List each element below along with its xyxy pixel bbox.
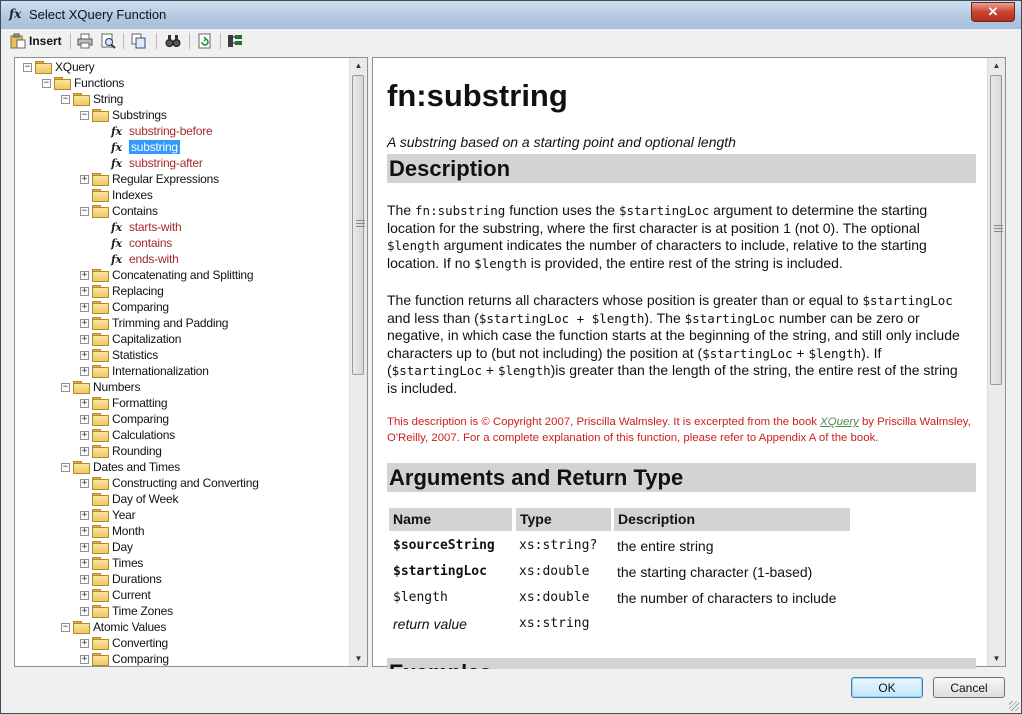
window-title: Select XQuery Function	[29, 7, 167, 22]
tree-item-label: Times	[112, 556, 144, 570]
folder-icon	[92, 413, 108, 425]
find-icon	[165, 33, 181, 49]
folder-icon	[92, 109, 108, 121]
folder-icon	[92, 333, 108, 345]
toolbar-separator	[123, 33, 124, 49]
toolbar-separator	[156, 33, 157, 49]
tree-item[interactable]	[92, 171, 219, 187]
tree-item[interactable]	[92, 443, 162, 459]
expand-icon[interactable]: +	[81, 286, 88, 296]
expand-icon[interactable]: +	[81, 414, 88, 424]
close-button[interactable]: ✕	[971, 2, 1015, 22]
folder-icon	[92, 429, 108, 441]
expand-icon[interactable]: +	[81, 318, 88, 328]
insert-label: Insert	[29, 34, 62, 48]
arg-type: xs:string	[519, 616, 590, 631]
find-button[interactable]	[165, 32, 181, 50]
tree-item[interactable]	[73, 379, 140, 395]
function-subtitle: A substring based on a starting point and optional length	[387, 134, 736, 150]
folder-icon	[92, 589, 108, 601]
folder-icon	[92, 301, 108, 313]
tree-item-label: Regular Expressions	[112, 172, 219, 186]
expand-icon[interactable]: +	[81, 430, 88, 440]
tree-item[interactable]	[92, 203, 158, 219]
tree-item-label: ends-with	[129, 252, 179, 266]
folder-icon	[92, 445, 108, 457]
folder-icon	[92, 349, 108, 361]
tree-item-label: Concatenating and Splitting	[112, 268, 254, 282]
collapse-icon[interactable]: −	[62, 94, 69, 104]
arg-name: $startingLoc	[393, 564, 487, 579]
tree-item-label: Dates and Times	[93, 460, 181, 474]
tree-item-label: Functions	[74, 76, 125, 90]
tree-item[interactable]	[92, 363, 209, 379]
description-heading-bar	[387, 154, 976, 183]
function-fx-icon: fx	[111, 252, 122, 266]
tree-item[interactable]	[92, 475, 259, 491]
expand-icon[interactable]: +	[81, 574, 88, 584]
arg-description: the entire string	[617, 538, 714, 554]
arg-name: $sourceString	[393, 538, 495, 553]
tree-item-label: Year	[112, 508, 136, 522]
tree-item-label: Statistics	[112, 348, 159, 362]
copy-button[interactable]	[131, 32, 147, 50]
tree-item[interactable]	[92, 331, 181, 347]
tree-item[interactable]	[92, 107, 167, 123]
tree-item-label: Day of Week	[112, 492, 179, 506]
scroll-up-arrow[interactable]: ▲	[354, 61, 363, 70]
collapse-icon[interactable]: −	[62, 462, 69, 472]
tree-item[interactable]	[92, 411, 169, 427]
tree-item[interactable]	[73, 619, 166, 635]
tree-scrollbar[interactable]	[349, 58, 367, 666]
arg-name: $length	[393, 590, 448, 605]
folder-icon	[92, 557, 108, 569]
tree-item-label: Replacing	[112, 284, 164, 298]
collapse-icon[interactable]: −	[81, 206, 88, 216]
folder-icon	[92, 605, 108, 617]
refresh-icon	[197, 33, 213, 49]
arg-name: return value	[393, 616, 467, 632]
tree-item-label: substring-before	[129, 124, 213, 138]
expand-icon[interactable]: +	[81, 654, 88, 664]
description-heading: Description	[389, 156, 511, 181]
tree-item-label: Month	[112, 524, 145, 538]
folder-icon	[73, 93, 89, 105]
tree-item[interactable]	[92, 299, 169, 315]
arguments-heading: Arguments and Return Type	[389, 465, 684, 490]
expand-icon[interactable]: +	[81, 350, 88, 360]
expand-icon[interactable]: +	[81, 558, 88, 568]
tree-item-label: Substrings	[112, 108, 167, 122]
toolbar-separator	[70, 33, 71, 49]
expand-icon[interactable]: +	[81, 302, 88, 312]
tree-item-label: Constructing and Converting	[112, 476, 259, 490]
refresh-button[interactable]	[197, 32, 213, 50]
content-panel	[372, 57, 1006, 667]
tree-item[interactable]	[92, 587, 151, 603]
collapse-icon[interactable]: −	[24, 62, 31, 72]
tree-item-label: Calculations	[112, 428, 175, 442]
function-fx-icon: fx	[111, 156, 122, 170]
folder-icon	[73, 621, 89, 633]
print-icon	[77, 33, 93, 49]
arg-type: xs:double	[519, 564, 590, 579]
tree-item-label: Numbers	[93, 380, 141, 394]
expand-icon[interactable]: +	[81, 270, 88, 280]
tree-item[interactable]	[111, 139, 180, 155]
tree-item-label: Formatting	[112, 396, 168, 410]
expand-icon[interactable]: +	[81, 334, 88, 344]
tree-item-label: substring-after	[129, 156, 203, 170]
tree-item[interactable]	[92, 187, 153, 203]
tree-item[interactable]	[92, 395, 167, 411]
tree-item[interactable]	[35, 59, 94, 75]
function-fx-icon: fx	[111, 140, 122, 154]
expand-icon[interactable]: +	[81, 638, 88, 648]
copy-icon	[131, 33, 147, 49]
ok-button[interactable]: OK	[851, 677, 923, 698]
description-para-2: The function returns all characters whose position is greater than or equal to $startingLoc and less than ($startingLoc + $length). The $startingLoc number can be zero or negative, in which case the function starts at the beginning of the string, and still only include characters up to (but not including) the position at ($startingLoc + $length). If ($startingLoc + $length)is greater than the length of the string, the entire rest of the string is included.	[387, 292, 960, 396]
function-fx-icon: fx	[111, 220, 122, 234]
content-scrollbar[interactable]	[987, 58, 1005, 666]
print-button[interactable]	[77, 32, 93, 50]
tree-item-label: Current	[112, 588, 151, 602]
toolbar-separator	[220, 33, 221, 49]
cancel-button[interactable]: Cancel	[933, 677, 1005, 698]
copyright-text: This description is © Copyright 2007, Priscilla Walmsley. It is excerpted from the book	[387, 416, 821, 428]
arg-type: xs:double	[519, 590, 590, 605]
folder-icon	[92, 397, 108, 409]
folder-icon	[92, 509, 108, 521]
tree-item[interactable]	[92, 315, 228, 331]
tree-item-label: Capitalization	[112, 332, 182, 346]
arguments-heading-bar	[387, 463, 976, 492]
expand-icon[interactable]: +	[81, 526, 88, 536]
scroll-down-arrow[interactable]: ▼	[992, 654, 1001, 663]
expand-icon[interactable]: +	[81, 510, 88, 520]
tree-item-label: starts-with	[129, 220, 182, 234]
copyright-notice	[387, 414, 977, 446]
folder-icon	[92, 189, 108, 201]
tree-item-label: Contains	[112, 204, 158, 218]
expand-icon[interactable]: +	[81, 398, 88, 408]
resize-grip[interactable]	[1009, 701, 1019, 711]
tree-item[interactable]	[111, 155, 203, 171]
tree-item[interactable]	[92, 651, 169, 667]
expand-icon[interactable]: +	[81, 446, 88, 456]
toolbar	[1, 29, 1021, 53]
tree-item[interactable]	[92, 347, 158, 363]
description-para-1: The fn:substring function uses the $startingLoc argument to determine the starting location for the substring, where the first character is at position 1 (not 0). The optional $length argument indicates the number of characters to include, relative to the starting location. If no $length is provided, the entire rest of the string is included.	[387, 202, 928, 271]
expand-icon[interactable]: +	[81, 606, 88, 616]
tree-item[interactable]	[111, 235, 172, 251]
folder-icon	[92, 541, 108, 553]
tree-item-label: Indexes	[112, 188, 153, 202]
folder-icon	[92, 493, 108, 505]
tree-item[interactable]	[92, 267, 253, 283]
tree-item-label: Atomic Values	[93, 620, 167, 634]
tree-item-label: Trimming and Padding	[112, 316, 229, 330]
book-link[interactable]: XQuery	[820, 416, 859, 428]
folder-icon	[92, 205, 108, 217]
collapse-icon[interactable]: −	[43, 78, 50, 88]
tree-item-label: Durations	[112, 572, 162, 586]
folder-icon	[92, 573, 108, 585]
function-fx-icon: fx	[111, 124, 122, 138]
expand-icon[interactable]: +	[81, 478, 88, 488]
tree-item[interactable]	[54, 75, 124, 91]
folder-icon	[92, 285, 108, 297]
content-scroll-thumb[interactable]	[990, 75, 1002, 385]
arg-description: the number of characters to include	[617, 590, 837, 606]
args-header-type: Type	[516, 508, 611, 531]
tree-item[interactable]	[92, 283, 164, 299]
tree-item[interactable]	[92, 635, 168, 651]
insert-icon	[10, 33, 26, 49]
function-fx-icon: fx	[9, 7, 22, 21]
function-title: fn:substring	[387, 78, 568, 113]
folder-icon	[92, 525, 108, 537]
collapse-icon[interactable]: −	[62, 382, 69, 392]
tree-item[interactable]	[111, 219, 181, 235]
tree-item-label: contains	[129, 236, 173, 250]
folder-icon	[92, 477, 108, 489]
folder-icon	[54, 77, 70, 89]
tree-item[interactable]	[92, 491, 178, 507]
arg-type: xs:string?	[519, 538, 598, 553]
tree-item[interactable]	[92, 539, 133, 555]
title-bar[interactable]	[1, 1, 1021, 30]
print-preview-icon	[100, 33, 116, 49]
scroll-down-arrow[interactable]: ▼	[354, 654, 363, 663]
button-bar	[1, 669, 1021, 713]
scroll-up-arrow[interactable]: ▲	[992, 61, 1001, 70]
tree-item[interactable]	[73, 91, 123, 107]
folder-icon	[92, 269, 108, 281]
copyright-text-end: by Priscilla Walmsley, O'Reilly, 2007. For a complete explanation of this function, please refer to Appendix A of the book.	[387, 416, 971, 444]
collapse-icon[interactable]: −	[62, 622, 69, 632]
tree-item-label: Internationalization	[112, 364, 209, 378]
folder-icon	[92, 653, 108, 665]
sync-icon	[227, 33, 243, 49]
expand-icon[interactable]: +	[81, 174, 88, 184]
tree-scroll-thumb[interactable]	[352, 75, 364, 375]
folder-icon	[92, 317, 108, 329]
expand-icon[interactable]: +	[81, 366, 88, 376]
folder-icon	[73, 381, 89, 393]
tree-item[interactable]	[92, 507, 135, 523]
args-header-description: Description	[614, 508, 850, 531]
arg-description: the starting character (1-based)	[617, 564, 813, 580]
sync-button[interactable]	[227, 32, 243, 50]
tree-item-label: XQuery	[55, 60, 95, 74]
args-header-name: Name	[389, 508, 512, 531]
folder-icon	[92, 173, 108, 185]
print-preview-button[interactable]	[100, 32, 116, 50]
folder-icon	[92, 637, 108, 649]
tree-item-label: Time Zones	[112, 604, 173, 618]
tree-item-label: Rounding	[112, 444, 162, 458]
tree-item[interactable]	[73, 459, 180, 475]
tree-item-label: Converting	[112, 636, 169, 650]
tree-item[interactable]	[92, 555, 143, 571]
collapse-icon[interactable]: −	[81, 110, 88, 120]
expand-icon[interactable]: +	[81, 590, 88, 600]
tree-item[interactable]	[92, 523, 144, 539]
tree-item[interactable]	[92, 603, 173, 619]
tree-item-label: Comparing	[112, 300, 169, 314]
folder-icon	[73, 461, 89, 473]
folder-icon	[35, 61, 51, 73]
tree-item-label: substring	[131, 140, 178, 154]
expand-icon[interactable]: +	[81, 542, 88, 552]
insert-button[interactable]	[10, 32, 62, 50]
tree-item[interactable]	[92, 571, 162, 587]
tree-item[interactable]	[111, 251, 179, 267]
function-tree[interactable]	[14, 57, 368, 667]
tree-item-label: Comparing	[112, 652, 169, 666]
toolbar-separator	[189, 33, 190, 49]
tree-item[interactable]	[92, 427, 175, 443]
folder-icon	[92, 365, 108, 377]
tree-item-label: Day	[112, 540, 133, 554]
function-fx-icon: fx	[111, 236, 122, 250]
tree-item-label: Comparing	[112, 412, 169, 426]
tree-item-label: String	[93, 92, 124, 106]
tree-item[interactable]	[111, 123, 213, 139]
